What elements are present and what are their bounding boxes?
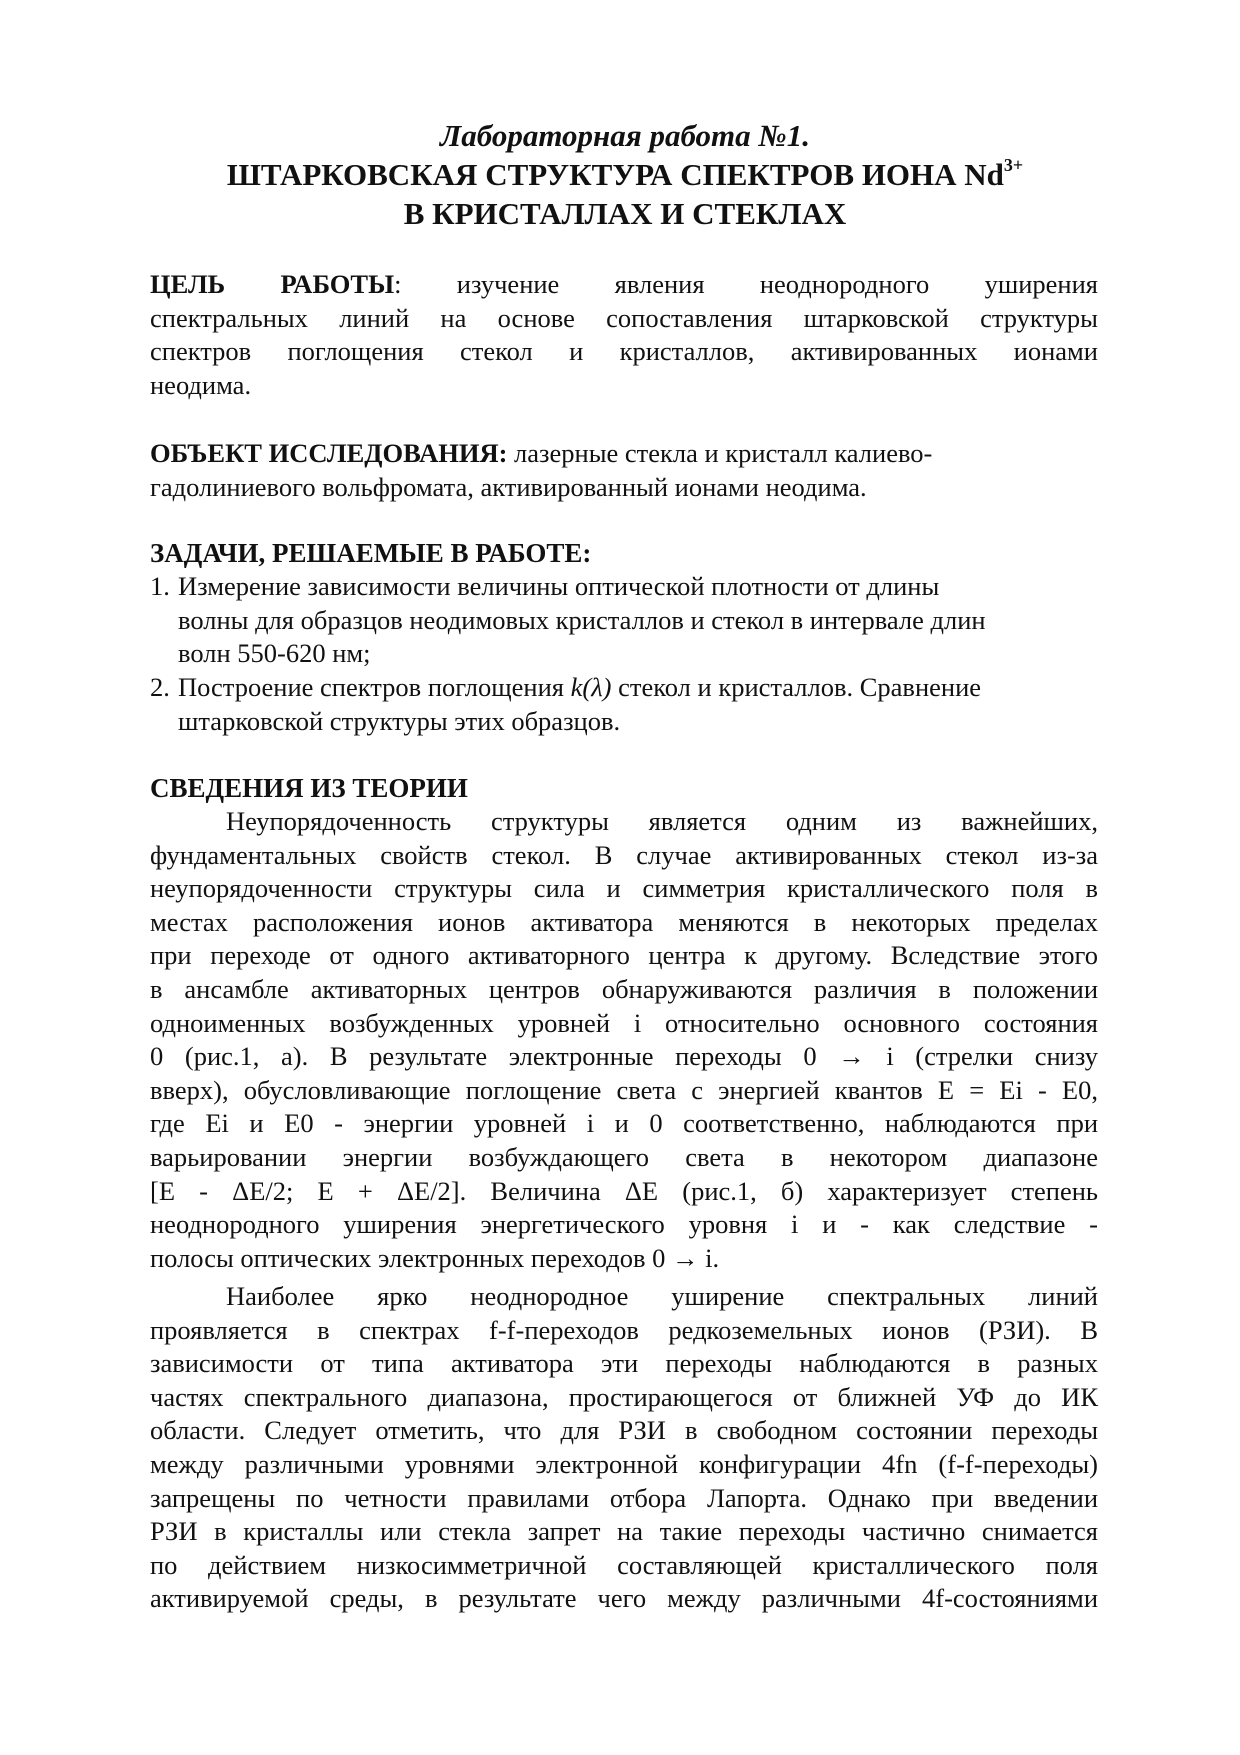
object-line-2: гадолиниевого вольфромата, активированный ионами неодима. bbox=[150, 471, 867, 502]
goal-line-4: неодима. bbox=[150, 369, 252, 400]
main-title-text: ШТАРКОВСКАЯ СТРУКТУРА СПЕКТРОВ ИОНА Nd bbox=[226, 157, 1004, 192]
goal-line-1: ЦЕЛЬ РАБОТЫ: изучение явления неоднородного уширения bbox=[150, 269, 1098, 299]
object-paragraph bbox=[150, 437, 1098, 504]
lab-work-title: Лабораторная работа №1. bbox=[439, 118, 810, 153]
goal-label: ЦЕЛЬ РАБОТЫ bbox=[150, 269, 395, 299]
theory-heading: СВЕДЕНИЯ ИЗ ТЕОРИИ bbox=[150, 773, 468, 803]
task-number-2: 2. bbox=[150, 672, 170, 702]
object-label: ОБЪЕКТ ИССЛЕДОВАНИЯ: bbox=[150, 438, 508, 468]
goal-line-3: спектров поглощения стекол и кристаллов, активированных ионами bbox=[150, 336, 1098, 367]
ion-charge-superscript: 3+ bbox=[1003, 155, 1024, 175]
theory-paragraph-2: Наиболее ярко неоднородное уширение спектральных линий проявляется в спектрах f-f-переходов редкоземельных ионов (РЗИ). В зависимости от типа активатора эти переходы наблюдаются в разных частях спектрального диапазона, простирающегося от ближней УФ до ИК области. Следует отметить, что для РЗИ в свободном состоянии переходы между различными уровнями электронной конфигурации 4fn (f-f-переходы) запрещены по четности правилами отбора Лапорта. Однако при введении РЗИ в кристаллы или стекла запрет на такие переходы частично снимается по действием низкосимметричной составляющей кристаллического поля активируемой среды, в результате чего между различными 4f-состояниями bbox=[150, 1281, 1098, 1614]
object-line-1: ОБЪЕКТ ИССЛЕДОВАНИЯ: лазерные стекла и кристалл калиево- bbox=[150, 438, 933, 468]
theory-paragraph-1: Неупорядоченность структуры является одним из важнейших, фундаментальных свойств стекол. В случае активированных стекол из-за неупорядоченности структуры сила и симметрия кристаллического поля в местах расположения ионов активатора меняются в некоторых пределах при переходе от одного активаторного центра к другому. Вследствие этого в ансамбле активаторных центров обнаруживаются различия в положении одноименных возбужденных уровней i относительно основного состояния 0 (рис.1, а). В результате электронные переходы 0 → i (стрелки снизу вверх), обусловливающие поглощение света с энергией квантов E = Ei - E0, где Ei и E0 - энергии уровней i и 0 соответственно, наблюдаются при варьировании энергии возбуждающего света в некотором диапазоне [E - ΔE/2; E + ΔE/2]. Величина ΔE (рис.1, б) характеризует степень неоднородного уширения энергетического уровня i и - как следствие - полосы оптических электронных переходов 0 → i. bbox=[150, 806, 1098, 1273]
goal-paragraph bbox=[150, 268, 1098, 402]
goal-line-2: спектральных линий на основе сопоставления штарковской структуры bbox=[150, 302, 1098, 333]
task-number-1: 1. bbox=[150, 571, 170, 601]
task-item-2: 2. Построение спектров поглощения k(λ) стекол и кристаллов. Сравнение штарковской структуры этих образцов. bbox=[150, 672, 982, 736]
k-lambda-symbol: k(λ) bbox=[570, 672, 612, 702]
main-title-line-2: В КРИСТАЛЛАХ И СТЕКЛАХ bbox=[403, 196, 847, 231]
task-item-1: 1. Измерение зависимости величины оптической плотности от длины волны для образцов неодимовых кристаллов и стекол в интервале длин волн 550-620 нм; bbox=[150, 571, 986, 669]
tasks-heading: ЗАДАЧИ, РЕШАЕМЫЕ В РАБОТЕ: bbox=[150, 538, 592, 568]
main-title bbox=[150, 157, 1100, 193]
